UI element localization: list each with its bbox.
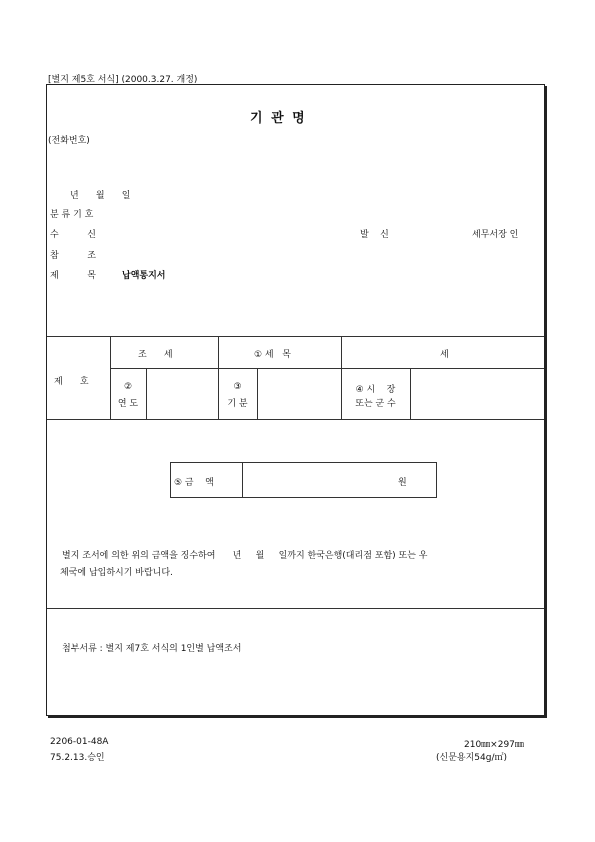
body-text-line2: 체국에 납입하시기 바랍니다.: [60, 568, 173, 578]
table-bottom-line: [47, 419, 544, 420]
col-tax-item: ① 세 목: [254, 350, 291, 360]
period-label: 기 분: [227, 399, 248, 409]
table-vline: [410, 368, 411, 419]
amount-label: ⑤ 금 액: [174, 478, 214, 488]
amount-unit: 원: [398, 478, 407, 488]
classification-label: 분 류 기 호: [50, 210, 94, 220]
body-text-line1: 별지 조서에 의한 위의 금액을 징수하여 년 월 일까지 한국은행(대리점 포함) 또는 우: [62, 551, 428, 561]
attachment-text: 첨부서류 : 별지 제7호 서식의 1인별 납액조서: [62, 644, 242, 654]
col-tax: 세: [440, 350, 449, 360]
row-header: 제 호: [54, 377, 89, 387]
approval-date: 75.2.13.승인: [50, 753, 105, 763]
date-line: 년 월 일: [70, 191, 131, 201]
sender-value: 세무서장 인: [472, 230, 519, 240]
col-tax-investigation: 조 세: [138, 350, 173, 360]
institution-title: 기 관 명: [250, 111, 307, 126]
form-header: [별지 제5호 서식] (2000.3.27. 개정): [48, 75, 198, 85]
table-vline: [257, 368, 258, 419]
paper-size: 210㎜×297㎜: [464, 740, 524, 750]
table-top-line: [47, 336, 544, 337]
city-label-line2: 또는 군 수: [355, 399, 396, 409]
form-code: 2206-01-48A: [50, 737, 109, 747]
period-num: ③: [233, 382, 242, 392]
paper-type: (신문용지54g/㎡): [436, 753, 507, 763]
year-num: ②: [123, 382, 133, 392]
sender-label: 발 신: [360, 230, 389, 240]
recipient-label: 수 신: [50, 230, 96, 240]
amount-divider: [242, 462, 243, 498]
subject-value: 납액통지서: [122, 271, 166, 281]
table-mid-line: [110, 368, 544, 369]
phone-label: (전화번호): [48, 136, 90, 146]
reference-label: 참 조: [50, 251, 96, 261]
year-label: 연 도: [117, 399, 139, 409]
table-vline: [146, 368, 147, 419]
city-label-line1: ④ 시 장: [355, 385, 396, 395]
attachment-divider: [47, 608, 544, 609]
subject-label: 제 목: [50, 271, 96, 281]
